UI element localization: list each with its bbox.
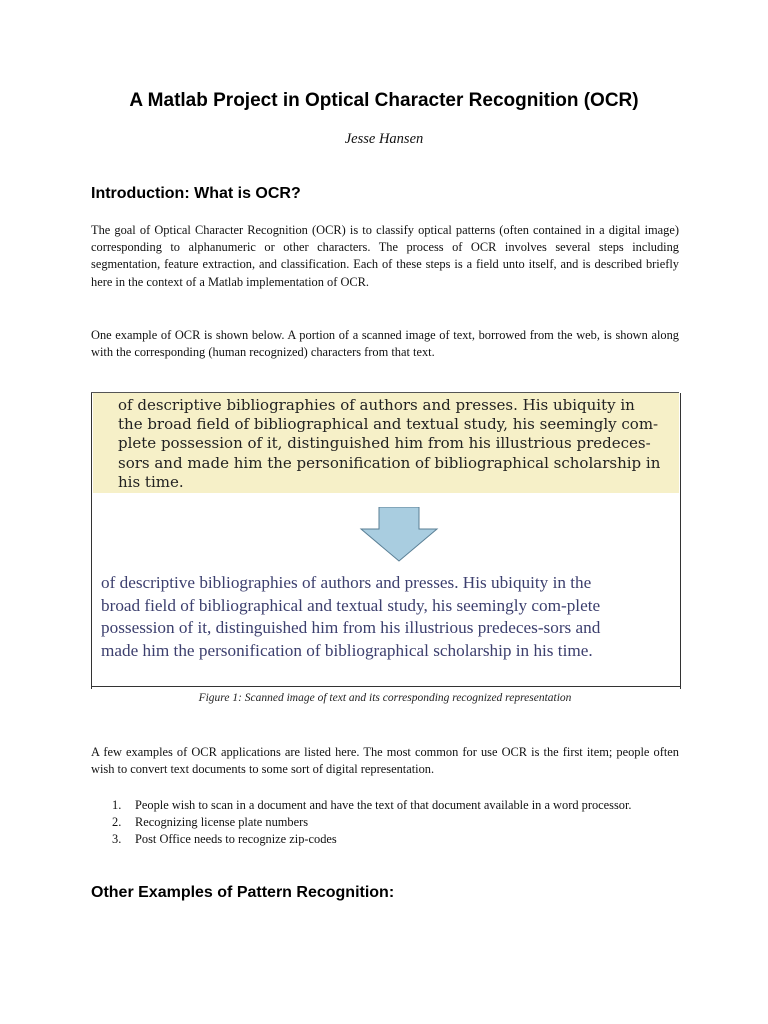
document-title: A Matlab Project in Optical Character Recognition (OCR) (129, 90, 639, 111)
figure-caption: Figure 1: Scanned image of text and its corresponding recognized representation (198, 692, 572, 704)
list-item-number: 1. (112, 798, 122, 812)
list-item-text: People wish to scan in a document and have the text of that document available in a word processor. (135, 798, 632, 812)
scanned-text (118, 396, 663, 492)
author-name: Jesse Hansen (344, 131, 424, 147)
scanned-line: sors and made him the personification of bibliographical scholarship in (118, 453, 661, 472)
recognized-line: broad field of bibliographical and textual study, his seemingly com-plete (101, 595, 601, 615)
list-item-number: 3. (112, 832, 122, 847)
ocr-example-paragraph: One example of OCR is shown below. A portion of a scanned image of text, borrowed from the web, is shown along with the corresponding (human recognized) characters from that text. (91, 328, 679, 360)
recognized-text (101, 572, 671, 662)
list-item-text: Recognizing license plate numbers (135, 815, 309, 830)
list-item (91, 797, 679, 814)
figure-bottom-border (91, 686, 681, 687)
list-item (91, 814, 679, 831)
recognized-line: of descriptive bibliographies of authors and presses. His ubiquity in the (101, 573, 592, 592)
list-item-text: Post Office needs to recognize zip-codes (135, 832, 337, 847)
down-arrow-icon (359, 507, 439, 562)
recognized-line: possession of it, distinguished him from his illustrious predeces-sors and (101, 618, 601, 638)
recognized-line: made him the personification of bibliographical scholarship in his time. (101, 640, 593, 660)
scanned-line: of descriptive bibliographies of authors and presses. His ubiquity in (118, 396, 635, 414)
list-item (91, 831, 679, 848)
scanned-line: plete possession of it, distinguished him from his illustrious predeces- (118, 434, 651, 453)
applications-paragraph: A few examples of OCR applications are listed here. The most common for use OCR is the first item; people often wish to convert text documents to some sort of digital representation. (91, 745, 679, 777)
list-item-number: 2. (112, 815, 122, 830)
intro-heading: Introduction: What is OCR? (91, 185, 301, 202)
scanned-line: the broad field of bibliographical and textual study, his seemingly com- (118, 415, 659, 434)
applications-list (91, 797, 679, 849)
intro-paragraph: The goal of Optical Character Recognition (OCR) is to classify optical patterns (often contained in a digital image) corresponding to alphanumeric or other characters. The process of OCR involves several steps including segmentation, feature extraction, and classification. Each of these steps is a field unto itself, and is described briefly here in the context of a Matlab implementation of OCR. (91, 223, 679, 289)
scanned-line: his time. (118, 472, 184, 491)
other-examples-heading: Other Examples of Pattern Recognition: (91, 884, 395, 901)
